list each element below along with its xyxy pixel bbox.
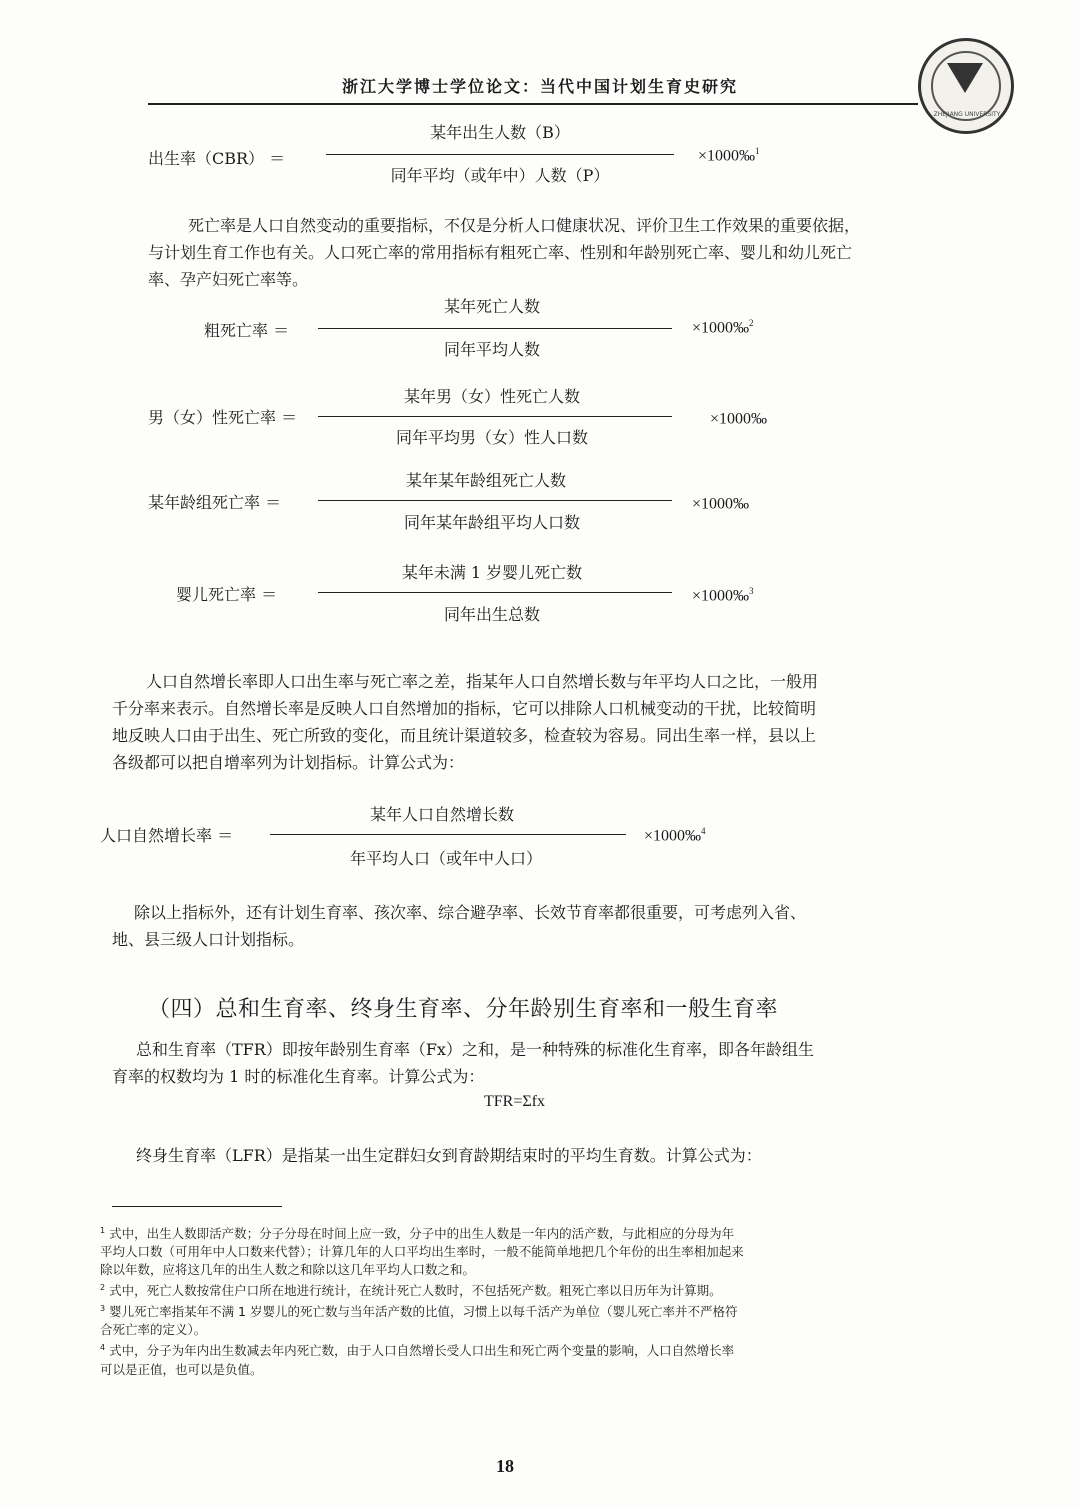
formula-crude-death-rate-multiplier: ×1000‰$^2$	[692, 318, 754, 337]
formula-sex-death-rate-numerator: 某年男（女）性死亡人数	[403, 387, 580, 406]
formula-birth-rate-numerator: 某年出生人数（B）	[430, 123, 570, 142]
text-line: 除以上指标外，还有计划生育率、孩次率、综合避孕率、长效节育率都很重要，可考虑列入省、	[134, 903, 807, 922]
footnote-mark: 3	[100, 1304, 106, 1314]
formula-sex-death-rate-denominator: 同年平均男（女）性人口数	[395, 428, 588, 447]
formula-natural-growth-rate-numerator: 某年人口自然增长数	[369, 805, 514, 824]
formula-crude-death-rate-label: 粗死亡率 ＝	[204, 321, 290, 340]
formula-age-group-death-rate-label: 某年龄组死亡率 ＝	[148, 493, 282, 512]
text-line: 各级都可以把自增率列为计划指标。计算公式为：	[112, 753, 465, 772]
formula-infant-mortality-numerator: 某年未满 1 岁婴儿死亡数	[401, 563, 583, 582]
seal-text: ZHEJIANG UNIVERSITY	[933, 111, 1001, 118]
footnote-line: 合死亡率的定义）。	[100, 1322, 207, 1338]
paragraph-tfr	[112, 1036, 814, 1090]
footnote-line: $^1$ 式中，出生人数即活产数；分子分母在时间上应一致，分子中的出生人数是一年内的活产数，与此相应的分母为年	[100, 1226, 735, 1242]
fraction-bar	[318, 328, 672, 329]
paragraph-growth-rate	[112, 668, 818, 776]
footnote-4	[100, 1339, 744, 1378]
footnote-ref[interactable]: 2	[749, 318, 754, 328]
footnote-line: $^3$ 婴儿死亡率指某年不满 1 岁婴儿的死亡数与当年活产数的比值，习惯上以每千活产为单位（婴儿死亡率并不严格符	[100, 1304, 738, 1320]
fraction-bar	[270, 834, 626, 835]
formula-sex-death-rate-multiplier: ×1000‰	[710, 410, 768, 428]
formula-birth-rate-multiplier: ×1000‰$^1$	[698, 146, 760, 165]
formula-birth-rate-label: 出生率（CBR） ＝	[148, 149, 286, 168]
formula-infant-mortality-label: 婴儿死亡率 ＝	[176, 585, 278, 604]
paragraph-death-rate	[148, 212, 860, 293]
paragraph-other-indicators	[112, 899, 806, 953]
formula-crude-death-rate-numerator: 某年死亡人数	[443, 297, 540, 316]
footnote-mark: 1	[100, 1226, 106, 1235]
formula-crude-death-rate-denominator: 同年平均人数	[443, 340, 540, 359]
footnote-ref[interactable]: 4	[701, 826, 706, 836]
tfr-formula: TFR=Σfx	[484, 1093, 546, 1110]
footnote-line: 平均人口数（可用年中人口数来代替）；计算几年的人口平均出生率时，一般不能简单地把几个年份的出生率相加起来	[100, 1244, 744, 1260]
text-line: 总和生育率（TFR）即按年龄别生育率（Fx）之和，是一种特殊的标准化生育率，即各年龄组生	[136, 1040, 814, 1059]
footnote-mark: 2	[100, 1283, 106, 1293]
running-header: 浙江大学博士学位论文：当代中国计划生育史研究	[341, 77, 738, 96]
footnote-line: $^2$ 式中，死亡人数按常住户口所在地进行统计，在统计死亡人数时，不包括死产数。粗死亡率以日历年为计算期。	[100, 1283, 722, 1299]
footnote-2	[100, 1279, 744, 1300]
footnote-3	[100, 1300, 744, 1339]
text-line: 死亡率是人口自然变动的重要指标，不仅是分析人口健康状况、评价卫生工作效果的重要依据，	[188, 216, 861, 235]
footnote-mark: 4	[100, 1343, 106, 1353]
formula-sex-death-rate-label: 男（女）性死亡率 ＝	[148, 408, 298, 427]
text-line: 育率的权数均为 1 时的标准化生育率。计算公式为：	[112, 1067, 485, 1086]
formula-natural-growth-rate-label: 人口自然增长率 ＝	[100, 826, 234, 845]
footnotes	[100, 1222, 744, 1379]
footnote-ref[interactable]: 1	[755, 146, 760, 156]
section-heading: （四）总和生育率、终身生育率、分年龄别生育率和一般生育率	[148, 997, 779, 1022]
seal-emblem	[947, 63, 983, 93]
text-line: 千分率来表示。自然增长率是反映人口自然增加的指标，它可以排除人口机械变动的干扰，比较简明	[112, 699, 817, 718]
footnote-line: 可以是正值，也可以是负值。	[100, 1361, 263, 1377]
text-line: 人口自然增长率即人口出生率与死亡率之差，指某年人口自然增长数与年平均人口之比，一般用	[146, 672, 819, 691]
fraction-bar	[318, 592, 672, 593]
university-seal-icon	[918, 38, 1014, 134]
formula-infant-mortality-denominator: 同年出生总数	[443, 605, 540, 624]
paragraph-lfr	[136, 1142, 762, 1169]
formula-natural-growth-rate-multiplier: ×1000‰$^4$	[644, 826, 706, 845]
footnote-line: $^4$ 式中，分子为年内出生数减去年内死亡数，由于人口自然增长受人口出生和死亡两个变量的影响，人口自然增长率	[100, 1343, 735, 1359]
footnote-ref[interactable]: 3	[749, 586, 754, 596]
text-line: 地、县三级人口计划指标。	[112, 930, 305, 949]
footnote-1	[100, 1222, 744, 1279]
formula-age-group-death-rate-denominator: 同年某年龄组平均人口数	[403, 513, 580, 532]
text-line: 地反映人口由于出生、死亡所致的变化，而且统计渠道较多，检查较为容易。同出生率一样，县以上	[112, 726, 817, 745]
text-line: 与计划生育工作也有关。人口死亡率的常用指标有粗死亡率、性别和年龄别死亡率、婴儿和幼儿死亡	[148, 243, 853, 262]
footnote-line: 除以年数，应将这几年的出生人数之和除以这几年平均人口数之和。	[100, 1262, 476, 1278]
header-rule	[148, 103, 918, 105]
fraction-bar	[318, 500, 672, 501]
text-line: 率、孕产妇死亡率等。	[148, 270, 309, 289]
formula-age-group-death-rate-multiplier: ×1000‰	[692, 495, 750, 513]
formula-infant-mortality-multiplier: ×1000‰$^3$	[692, 586, 754, 605]
formula-age-group-death-rate-numerator: 某年某年龄组死亡人数	[405, 471, 566, 490]
text-line: 终身生育率（LFR）是指某一出生定群妇女到育龄期结束时的平均生育数。计算公式为：	[136, 1146, 762, 1165]
formula-natural-growth-rate-denominator: 年平均人口（或年中人口）	[349, 849, 542, 868]
fraction-bar	[326, 154, 674, 155]
footnote-rule	[112, 1206, 282, 1207]
fraction-bar	[318, 416, 672, 417]
page-number: 18	[496, 1456, 514, 1476]
formula-birth-rate-denominator: 同年平均（或年中）人数（P）	[390, 166, 610, 185]
